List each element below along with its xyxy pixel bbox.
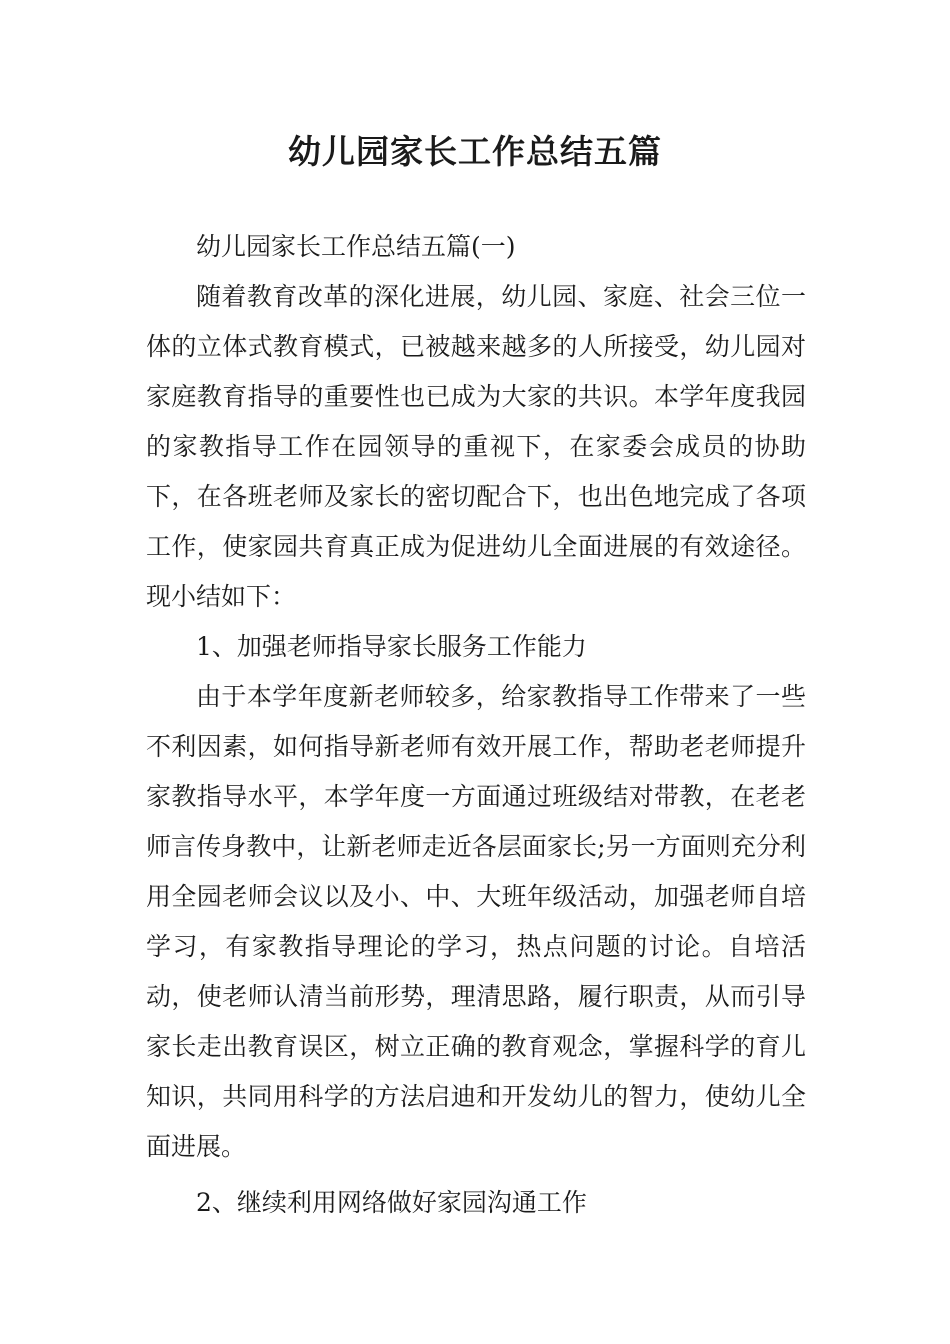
paragraph-1: 由于本学年度新老师较多，给家教指导工作带来了一些不利因素，如何指导新老师有效开展工作，帮助老老师提升家教指导水平，本学年度一方面通过班级结对带教，在老老师言传身教中，让新老师走近各层面家长;另一方面则充分利用全园老师会议以及小、中、大班年级活动，加强老师自培学习，有家教指导理论的学习，热点问题的讨论。自培活动，使老师认清当前形势，理清思路，履行职责，从而引导家长走出教育误区，树立正确的教育观念，掌握科学的育儿知识，共同用科学的方法启迪和开发幼儿的智力，使幼儿全面进展。 <box>146 682 806 1161</box>
paragraph-intro: 随着教育改革的深化进展，幼儿园、家庭、社会三位一体的立体式教育模式，已被越来越多的人所接受，幼儿园对家庭教育指导的重要性也已成为大家的共识。本学年度我园的家教指导工作在园领导的重视下，在家委会成员的协助下，在各班老师及家长的密切配合下，也出色地完成了各项工作，使家园共育真正成为促进幼儿全面进展的有效途径。现小结如下： <box>146 282 806 611</box>
document-body <box>146 222 806 1228</box>
section-heading-1: 1、加强老师指导家长服务工作能力 <box>196 632 587 661</box>
section-subtitle: 幼儿园家长工作总结五篇(一) <box>196 232 516 261</box>
section-heading-2: 2、继续利用网络做好家园沟通工作 <box>196 1188 587 1217</box>
document-title: 幼儿园家长工作总结五篇 <box>288 132 662 171</box>
